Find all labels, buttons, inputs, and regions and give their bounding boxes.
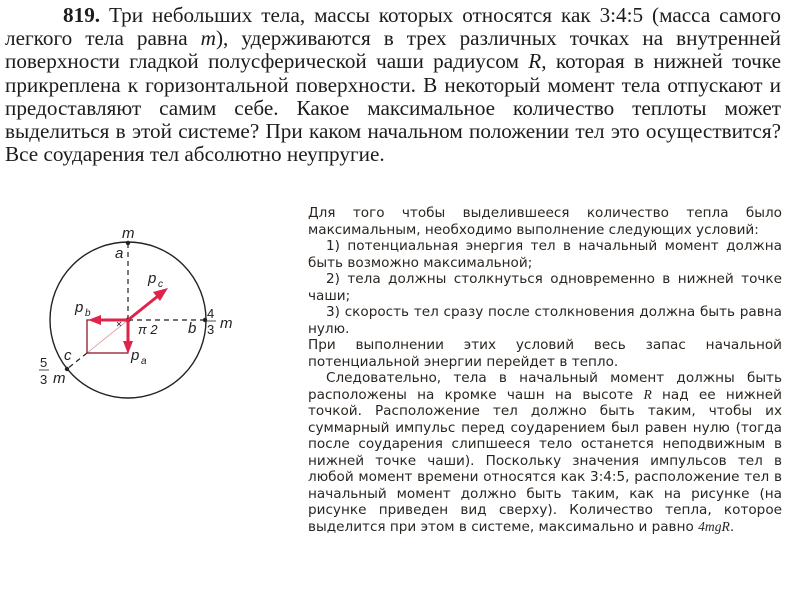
angle-mark bbox=[117, 322, 121, 326]
problem-number: 819. bbox=[63, 3, 101, 27]
label-mass-b-num: 4 bbox=[207, 306, 215, 321]
diagonal-line bbox=[87, 320, 128, 353]
label-a: a bbox=[115, 245, 124, 262]
label-pc-sub: c bbox=[158, 279, 163, 290]
label-pa-sub: a bbox=[141, 356, 147, 367]
solution-text bbox=[308, 205, 782, 535]
radius-symbol: R bbox=[528, 49, 542, 74]
mass-symbol: m bbox=[200, 26, 216, 51]
label-b: b bbox=[188, 320, 197, 337]
solution-conclusion: Следовательно, тела в начальный момент должны быть расположены на кромке чашн на высоте R над ее нижней точкой. Расположение тел должно быть таким, чтобы их суммарный импульс перед соударением был равен нулю (тогда после соударения слипшееся тело останется неподвижным в нижней точке чаши). Поскольку значения импульсов тел в любой момент времени относятся как 3:4:5, расположение тел в начальный момент должно быть таким, как на рисунке (на рисунке приведен вид сверху). Количество тепла, которое выделится при этом в системе, максимально и равно 4mgR. bbox=[308, 370, 782, 535]
condition-2: 2) тела должны столкнуться одновременно в нижней точке чаши; bbox=[308, 271, 782, 304]
label-pb-sub: b bbox=[85, 308, 91, 319]
label-pc: p bbox=[148, 270, 157, 287]
label-c: c bbox=[64, 347, 72, 364]
arrow-pc bbox=[128, 296, 158, 320]
label-mass-c-m: m bbox=[53, 370, 66, 387]
label-mass-b-m: m bbox=[220, 315, 233, 332]
solution-consequence: При выполнении этих условий весь запас начальной потенциальной энергии перейдет в тепло. bbox=[308, 337, 782, 370]
label-pb: p bbox=[75, 299, 84, 316]
bowl-top-view-diagram bbox=[0, 200, 300, 400]
solution-intro: Для того чтобы выделившееся количество тепла было максимальным, необходимо выполнение следующих условий: bbox=[308, 205, 782, 238]
condition-3: 3) скорость тел сразу после столкновения должна быть равна нулю. bbox=[308, 304, 782, 337]
label-mass-b-den: 3 bbox=[207, 322, 215, 337]
condition-1: 1) потенциальная энергия тел в начальный момент должна быть возможно максимальной; bbox=[308, 238, 782, 271]
label-mass-c-den: 3 bbox=[40, 372, 48, 387]
problem-statement bbox=[5, 4, 781, 166]
label-pa: p bbox=[131, 347, 140, 364]
label-right-angle: π 2 bbox=[138, 322, 158, 337]
answer-formula: 4mgR bbox=[698, 518, 730, 534]
label-top-mass: m bbox=[122, 225, 135, 242]
problem-paragraph: 819. Три небольших тела, массы которых относятся как 3:4:5 (масса самого легкого тела равна m), удерживаются в трех различных точках на внутренней поверхности гладкой полусферической чаши радиусом R, которая в нижней точке прикреплена к горизонтальной поверхности. В некоторый момент тела отпускают и предоставляют самим себе. Какое максимальное количество теплоты может выделиться в этой системе? При каком начальном положении тел это осуществится? Все соударения тел абсолютно неупругие. bbox=[5, 3, 781, 167]
label-mass-c-num: 5 bbox=[40, 355, 48, 370]
radius-symbol: R bbox=[643, 386, 652, 402]
